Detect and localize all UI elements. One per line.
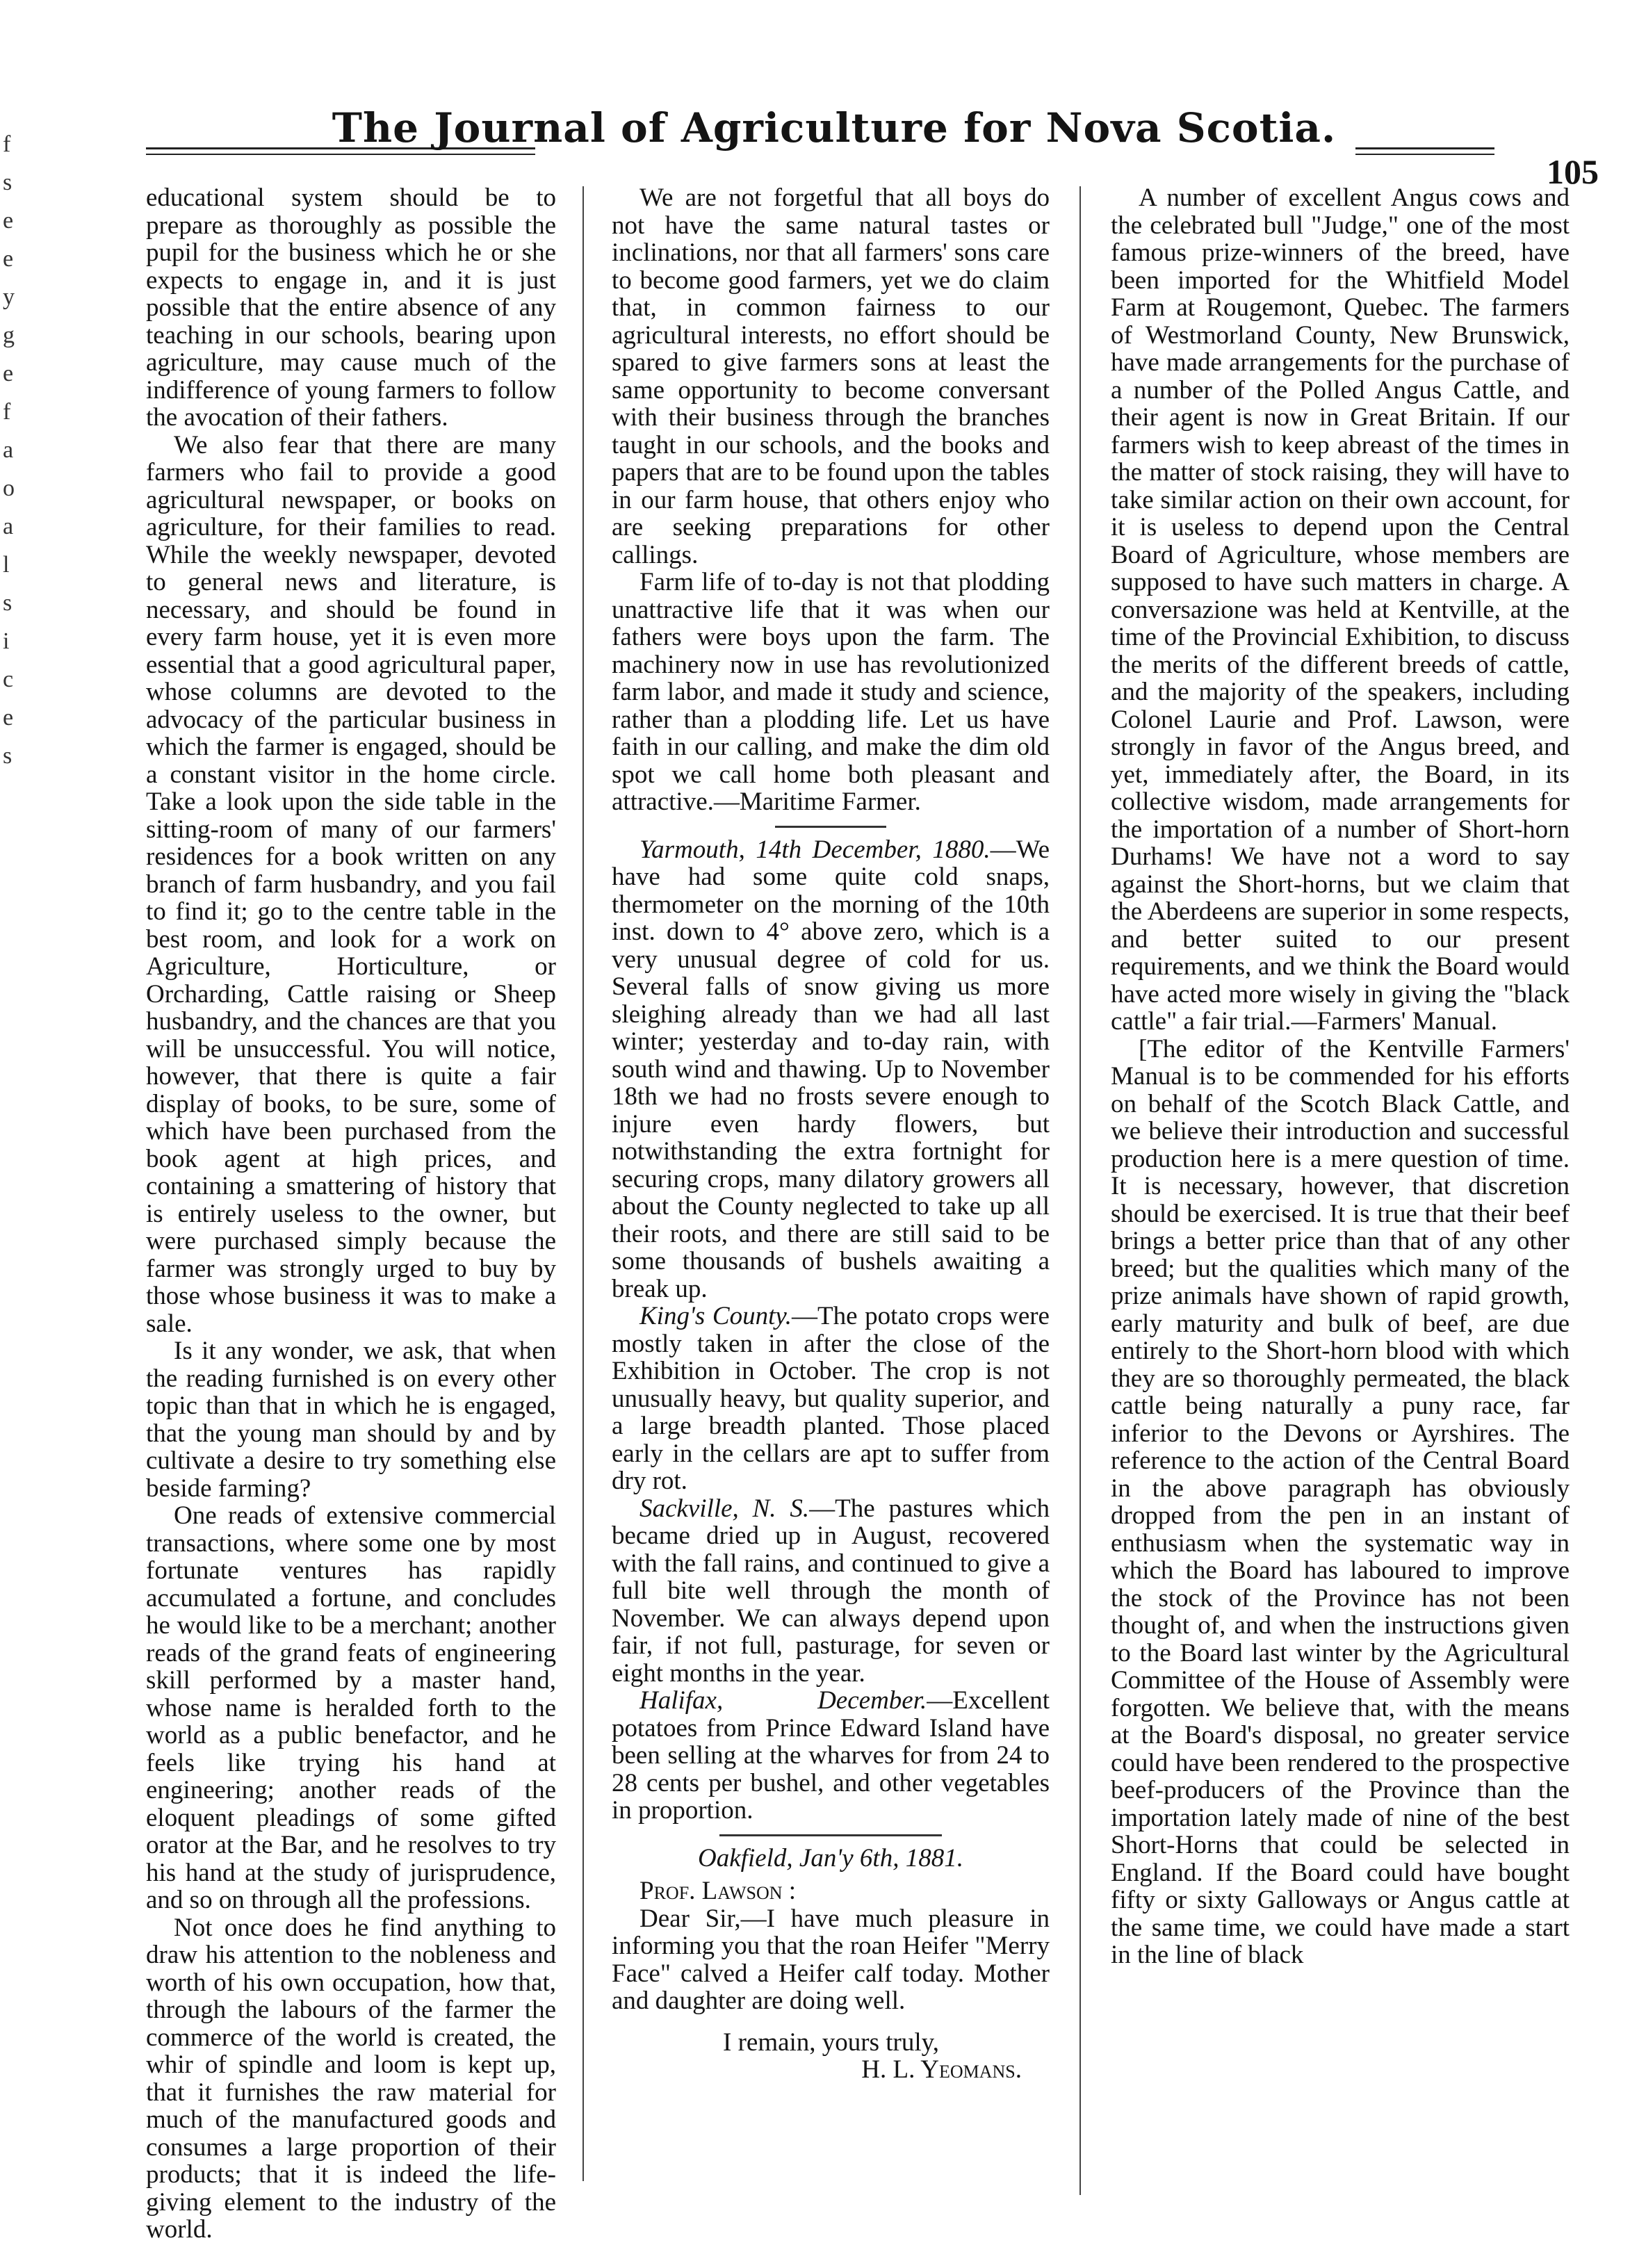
letter-body: Dear Sir,—I have much pleasure in informing you that the roan Heifer "Merry Face" calved a Heifer calf today. Mother and daughter are doing well. xyxy=(612,1904,1050,2015)
adjacent-page-margin-fragments xyxy=(3,125,22,775)
column-3 xyxy=(1111,184,1570,1969)
col3-paragraph: [The editor of the Kentville Farmers' Manual is to be commended for his efforts on behalf of the Scotch Black Cattle, and we believe their introduction and successful production here is a mere question of time. It is necessary, however, that discretion should be exercised. It is true that their beef brings a better price than that of any other breed; but the qualities which many of the prize animals have shown of rapid growth, early maturity and bulk of beef, are due entirely to the Short-horn blood with which they are so thoroughly permeated, the black cattle being naturally a puny race, far inferior to the Devons or Ayrshires. The reference to the action of the Central Board in the above paragraph has obviously dropped from the pen in an instant of enthusiasm when the systematic way in which the Board has laboured to improve the stock of the Province has not been thought of, and when the instructions given to the Board last winter by the Agricultural Committee of the House of Assembly were forgotten. We believe that, with the means at the Board's disposal, no greater service could have been rendered to the prospective beef-producers of the Province than the importation lately made of nine of the best Short-Horns that could be selected in England. If the Board could have bought fifty or sixty Galloways or Angus cattle at the same time, we could have made a start in the line of black xyxy=(1111,1034,1570,1969)
section-separator xyxy=(775,826,886,828)
report-place: Halifax, December. xyxy=(639,1686,927,1715)
report-halifax xyxy=(612,1687,1050,1825)
margin-fragment: y xyxy=(3,284,15,310)
letter-closing: I remain, yours truly, xyxy=(723,2028,939,2057)
column-divider-1 xyxy=(582,186,584,2181)
margin-fragment: g xyxy=(3,323,15,348)
col1-paragraph: One reads of extensive commercial transactions, where some one by most fortunate ventures has rapidly accumulated a fortune, and concludes he would like to be a merchant; another reads of the grand feats of engineering skill performed by a master hand, whose name is heralded forth to the world as a public benefactor, and he feels like trying his hand at engineering; another reads of the eloquent pleadings of some gifted orator at the Bar, and he resolves to try his hand at the study of jurisprudence, and so on through all the professions. xyxy=(146,1501,556,1914)
report-yarmouth xyxy=(612,836,1050,1303)
margin-fragment: e xyxy=(3,246,14,272)
margin-fragment: e xyxy=(3,705,14,731)
margin-fragment: f xyxy=(3,399,11,425)
report-place: Yarmouth, 14th December, 1880. xyxy=(639,835,991,864)
margin-fragment: s xyxy=(3,743,13,769)
letter-signature: H. L. Yeomans. xyxy=(861,2055,1022,2084)
col2-paragraph: We are not forgetful that all boys do not have the same natural tastes or inclinations, nor that all farmers' sons care to become good farmers, yet we do claim that, in common fairness to our agricultural interests, no effort should be spared to give farmers sons at least the same opportunity to become conversant with their business through the branches taught in our schools, and the books and papers that are to be found upon the tables in our farm house, that others enjoy who are seeking preparations for other callings. xyxy=(612,183,1050,569)
report-text: —We have had some quite cold snaps, thermometer on the morning of the 10th inst. down to 4° above zero, which is a very unusual degree of cold for us. Several falls of snow giving us more sleighing already than we had all last winter; yesterday and to-day rain, with south wind and thawing. Up to November 18th we had no frosts severe enough to injure even hardy flowers, but notwithstanding the extra fortnight for securing crops, many dilatory growers all about the County neglected to take up all their roots, and there are still said to be some thousands of bushels awaiting a break up. xyxy=(612,835,1050,1303)
col1-paragraph: We also fear that there are many farmers who fail to provide a good agricultural newspaper, or books on agriculture, for their families to read. While the weekly newspaper, devoted to general news and literature, is necessary, and should be found in every farm house, yet it is even more essential that a good agricultural paper, whose columns are devoted to the advocacy of the particular business in which the farmer is engaged, should be a constant visitor in the home circle. Take a look upon the side table in the sitting-room of many of our farmers' residences for a book written on any branch of farm husbandry, and you fail to find it; go to the centre table in the best room, and look for a work on Agriculture, Horticulture, or Orcharding, Cattle raising or Sheep husbandry, and the chances are that you will be unsuccessful. You will notice, however, that there is quite a fair display of books, to be sure, some of which have been purchased from the book agent at high prices, and containing a smattering of history that is entirely useless to the owner, but were purchased simply because the farmer was strongly urged to buy by those whose business it was to make a sale. xyxy=(146,430,556,1338)
section-separator xyxy=(719,1834,942,1836)
margin-fragment: a xyxy=(3,437,14,463)
report-sackville xyxy=(612,1495,1050,1688)
column-2 xyxy=(612,184,1050,2084)
col2-paragraph: Farm life of to-day is not that plodding unattractive life that it was when our fathers were boys upon the farm. The machinery now in use has revolutionized farm labor, and made it study and science, rather than a plodding life. Let us have faith in our calling, and make the dim old spot we call home both pleasant and attractive.—Maritime Farmer. xyxy=(612,568,1050,816)
col1-paragraph: educational system should be to prepare as thoroughly as possible the pupil for the business which he or she expects to engage in, and it is just possible that the entire absence of any teaching in our schools, bearing upon agriculture, may cause much of the indifference of young farmers to follow the avocation of their fathers. xyxy=(146,183,556,432)
col1-paragraph: Not once does he find anything to draw his attention to the nobleness and worth of his own occupation, how that, through the labours of the farmer the commerce of the world is created, the whir of spindle and loom is kept up, that it furnishes the raw material for much of the manufactured goods and consumes a large proportion of their products; that it is indeed the life-giving element to the industry of the world. xyxy=(146,1913,556,2244)
margin-fragment: e xyxy=(3,361,14,386)
page-number: 105 xyxy=(1547,152,1599,191)
report-place: King's County. xyxy=(639,1302,792,1330)
journal-title: The Journal of Agriculture for Nova Scotia. xyxy=(332,104,1337,152)
report-place: Sackville, N. S. xyxy=(639,1494,810,1523)
margin-fragment: s xyxy=(3,590,13,616)
report-kings-county xyxy=(612,1303,1050,1495)
margin-fragment: f xyxy=(3,131,11,157)
report-text: —The potato crops were mostly taken in after the close of the Exhibition in October. The crop is not unusually heavy, but quality superior, and a large breadth planted. Those placed early in the cellars are apt to suffer from dry rot. xyxy=(612,1302,1050,1495)
report-text: —Excellent potatoes from Prince Edward Island have been selling at the wharves for from 24 to 28 cents per bushel, and other vegetables in proportion. xyxy=(612,1686,1050,1825)
report-text: —The pastures which became dried up in August, recovered with the fall rains, and continued to give a full bite well through the month of November. We can always depend upon fair, if not full, pasturage, for seven or eight months in the year. xyxy=(612,1494,1050,1688)
header-rule-right xyxy=(1355,147,1494,155)
margin-fragment: a xyxy=(3,514,14,539)
margin-fragment: e xyxy=(3,208,14,234)
column-1 xyxy=(146,184,556,2244)
column-divider-2 xyxy=(1079,186,1081,2195)
margin-fragment: i xyxy=(3,628,10,654)
letter-salutation: Prof. Lawson : xyxy=(639,1877,797,1905)
margin-fragment: c xyxy=(3,667,14,692)
col1-paragraph: Is it any wonder, we ask, that when the reading furnished is on every other topic than that in which he is engaged, that the young man should by and by cultivate a desire to try something else beside farming? xyxy=(146,1337,556,1503)
letter-dateline: Oakfield, Jan'y 6th, 1881. xyxy=(698,1843,963,1873)
margin-fragment: o xyxy=(3,475,15,501)
margin-fragment: s xyxy=(3,170,13,195)
margin-fragment: l xyxy=(3,552,10,578)
col3-paragraph: A number of excellent Angus cows and the celebrated bull "Judge," one of the most famous prize-winners of the breed, have been imported for the Whitfield Model Farm at Rougemont, Quebec. The farmers of Westmorland County, New Brunswick, have made arrangements for the purchase of a number of the Polled Angus Cattle, and their agent is now in Great Britain. If our farmers wish to keep abreast of the times in the matter of stock raising, they will have to take similar action on their own account, for it is useless to depend upon the Central Board of Agriculture, whose members are supposed to have such matters in charge. A conversazione was held at Kentville, at the time of the Provincial Exhibition, to discuss the merits of the different breeds of cattle, and the majority of the speakers, including Colonel Laurie and Prof. Lawson, were strongly in favor of the Angus breed, and yet, immediately after, the Board, in its collective wisdom, made arrangements for the importation of a number of Short-horn Durhams! We have not a word to say against the Short-horns, but we claim that the Aberdeens are superior in some respects, and better suited to our present requirements, and we think the Board would have acted more wisely in giving the "black cattle" a fair trial.—Farmers' Manual. xyxy=(1111,183,1570,1036)
page-header xyxy=(139,104,1613,191)
